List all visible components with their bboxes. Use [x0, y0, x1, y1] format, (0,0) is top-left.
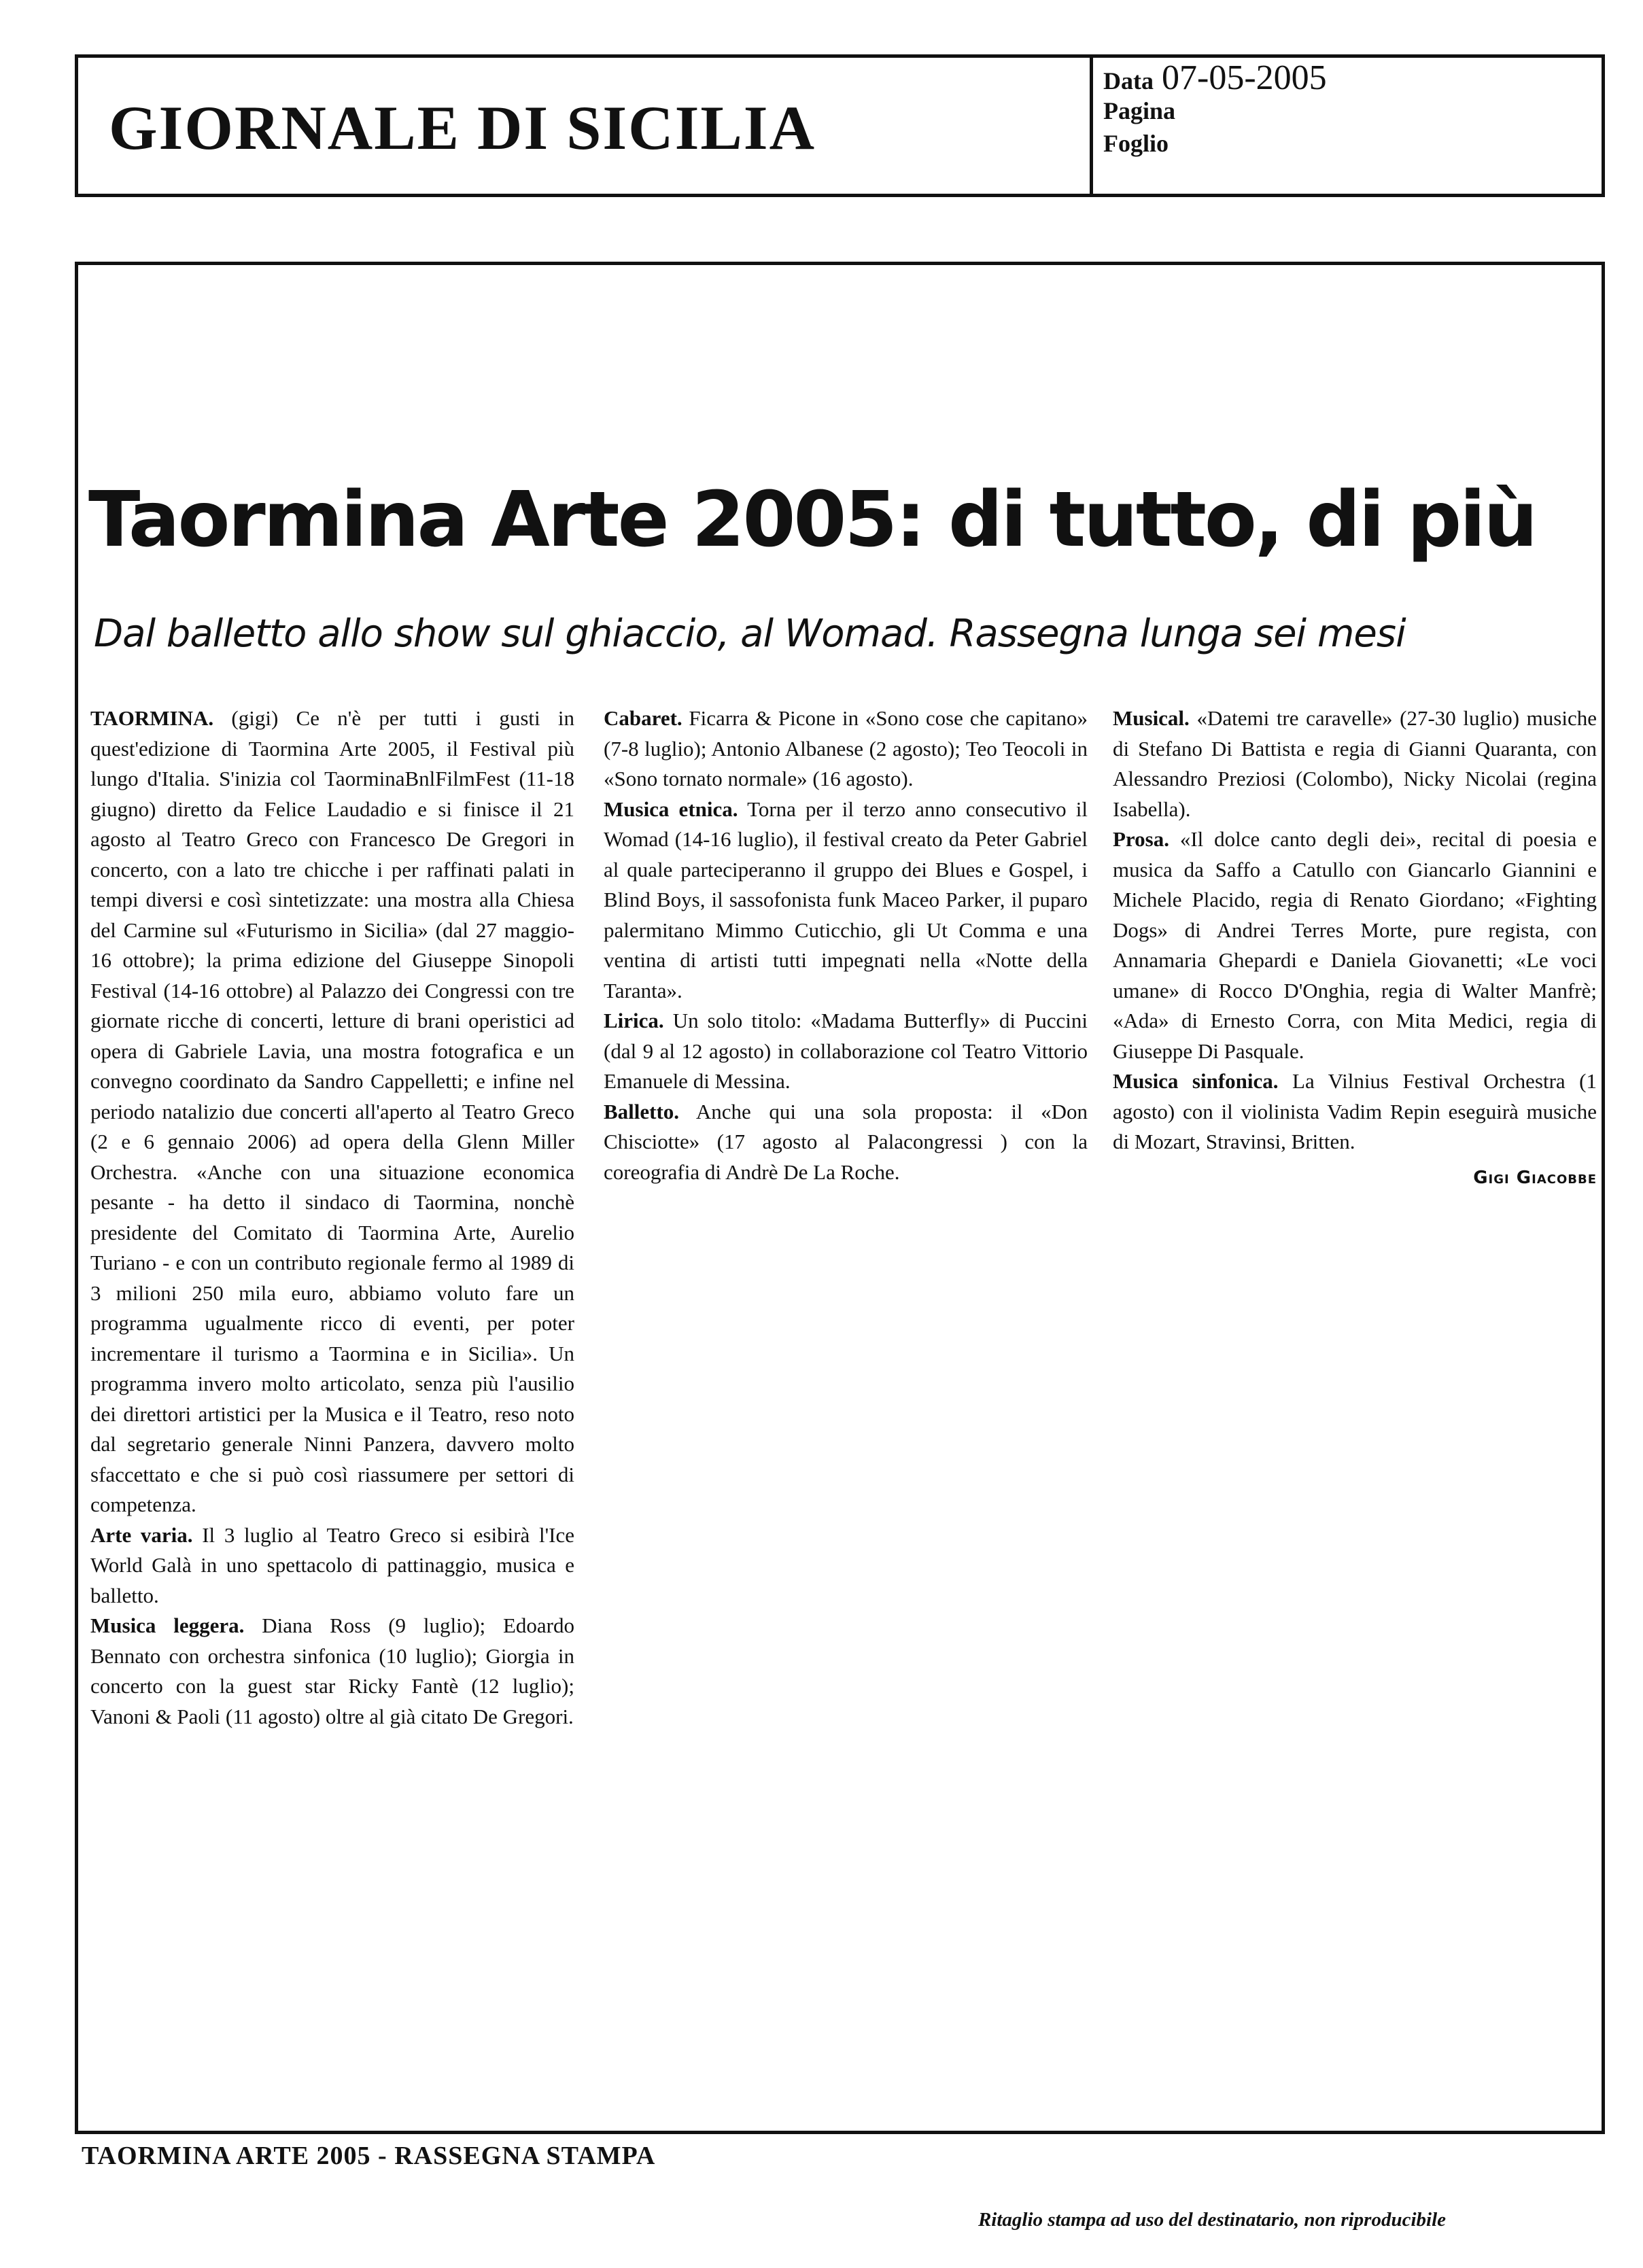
paragraph-text: La Vilnius Festival Orchestra (1 agosto) con il violinista Vadim Repin eseguirà musiche di Mozart, Stravinsi, Britten.: [1113, 1069, 1597, 1153]
paragraph-cabaret: [604, 703, 1088, 795]
paragraph-text: Diana Ross (9 luglio); Edoardo Bennato con orchestra sinfonica (10 luglio); Giorgia in concerto con la guest star Ricky Fantè (12 luglio); Vanoni & Paoli (11 agosto) oltre al già citato De Gregori.: [90, 1613, 574, 1728]
article-column-3: [1113, 703, 1597, 1193]
section-label: Musica leggera.: [90, 1613, 245, 1637]
paragraph-musica-leggera: [90, 1611, 574, 1732]
date-label: Data: [1103, 67, 1154, 94]
article-subheadline: Dal balletto allo show sul ghiaccio, al Womad. Rassegna lunga sei mesi: [94, 612, 1406, 656]
section-label: Musica etnica.: [604, 797, 738, 821]
paragraph-text: Il 3 luglio al Teatro Greco si esibirà l'Ice World Galà in uno spettacolo di pattinaggio, musica e balletto.: [90, 1522, 574, 1607]
section-label: Musica sinfonica.: [1113, 1069, 1279, 1093]
sheet-label: Foglio: [1103, 130, 1169, 157]
paragraph-musica-sinfonica: [1113, 1066, 1597, 1157]
paragraph-text: Un solo titolo: «Madama Butterfly» di Puccini (dal 9 al 12 agosto) in collaborazione col Teatro Vittorio Emanuele di Messina.: [604, 1009, 1088, 1093]
section-label: Musical.: [1113, 706, 1190, 730]
masthead-box: [75, 54, 1605, 197]
paragraph-text: «Il dolce canto degli dei», recital di poesia e musica da Saffo a Catullo con Giancarlo Giannini e Michele Placido, regia di Renato Giordano; «Fighting Dogs» di Andrei Terres Morte, pure regista, con Annamaria Ghepardi e Daniela Giovanetti; «Le voci umane» di Rocco D'Onghia, regia di Walter Manfrè; «Ada» di Ernesto Corra, con Mita Medici, regia di Giuseppe Di Pasquale.: [1113, 827, 1597, 1063]
paragraph-balletto: [604, 1097, 1088, 1188]
newspaper-name: GIORNALE DI SICILIA: [109, 93, 816, 162]
section-label: Prosa.: [1113, 827, 1169, 851]
paragraph-text: Anche qui una sola proposta: il «Don Chisciotte» (17 agosto al Palacongressi ) con la coreografia di Andrè De La Roche.: [604, 1099, 1088, 1184]
paragraph-text: «Datemi tre caravelle» (27-30 luglio) musiche di Stefano Di Battista e regia di Gianni Quaranta, con Alessandro Preziosi (Colombo), Nicky Nicolai (regina Isabella).: [1113, 706, 1597, 821]
page-label: Pagina: [1103, 97, 1176, 124]
article-headline: Taormina Arte 2005: di tutto, di più: [88, 476, 1536, 564]
paragraph-lirica: [604, 1006, 1088, 1097]
paragraph-intro: [90, 703, 574, 1520]
article-column-1: [90, 703, 574, 1732]
paragraph-text: Torna per il terzo anno consecutivo il Womad (14-16 luglio), il festival creato da Peter Gabriel al quale parteciperanno il gruppo dei Blues e Gospel, i Blind Boys, il sassofonista funk Maceo Parker, il puparo palermitano Mimmo Cuticchio, gli Ut Comma e una ventina di artisti tutti impegnati nella «Notte della Taranta».: [604, 797, 1088, 1002]
date-row: [1103, 58, 1327, 97]
dateline: TAORMINA.: [90, 706, 214, 730]
section-label: Arte varia.: [90, 1522, 193, 1547]
masthead-meta: [1103, 58, 1327, 160]
paragraph-musical: [1113, 703, 1597, 824]
author-byline: Gigi Giacobbe: [1473, 1167, 1597, 1188]
paragraph-musica-etnica: [604, 795, 1088, 1007]
paragraph-text: Ficarra & Picone in «Sono cose che capitano» (7-8 luglio); Antonio Albanese (2 agosto); Teo Teocoli in «Sono tornato normale» (16 agosto).: [604, 706, 1088, 790]
masthead-divider: [1090, 58, 1093, 194]
footer-copyright-note: Ritaglio stampa ad uso del destinatario, non riproducibile: [978, 2209, 1446, 2231]
section-label: Cabaret.: [604, 706, 682, 730]
paragraph-text: (gigi) Ce n'è per tutti i gusti in quest'edizione di Taormina Arte 2005, il Festival più lungo d'Italia. S'inizia col TaorminaBnlFilmFest (11-18 giugno) diretto da Felice Laudadio e si finisce il 21 agosto al Teatro Greco con Francesco De Gregori in concerto, con a lato tre chicche i per raffinati palati in tempi diversi e così sintetizzate: una mostra alla Chiesa del Carmine sul «Futurismo in Sicilia» (dal 27 maggio-16 ottobre); la prima edizione del Giuseppe Sinopoli Festival (14-16 ottobre) al Palazzo dei Congressi con tre giornate ricche di concerti, letture di brani operistici ad opera di Gabriele Lavia, una mostra fotografica e un convegno coordinato da Sandro Cappelletti; e infine nel periodo natalizio due concerti all'aperto al Teatro Greco (2 e 6 gennaio 2006) ad opera della Glenn Miller Orchestra. «Anche con una situazione economica pesante - ha detto il sindaco di Taormina, nonchè presidente del Comitato di Taormina Arte, Aurelio Turiano - e con un contributo regionale fermo al 1989 di 3 milioni 250 mila euro, abbiamo voluto fare un programma ugualmente ricco di eventi, per poter incrementare il turismo a Taormina e in Sicilia». Un programma invero molto articolato, senza più l'ausilio dei direttori artistici per la Musica e il Teatro, reso noto dal segretario generale Ninni Panzera, davvero molto sfaccettato e che si può così riassumere per settori di competenza.: [90, 706, 574, 1516]
sheet-row: [1103, 127, 1327, 160]
article-column-2: [604, 703, 1088, 1187]
paragraph-prosa: [1113, 824, 1597, 1066]
footer-press-review: TAORMINA ARTE 2005 - RASSEGNA STAMPA: [82, 2142, 656, 2170]
section-label: Balletto.: [604, 1099, 680, 1123]
page-row: [1103, 94, 1327, 127]
date-value: 07-05-2005: [1162, 58, 1327, 97]
section-label: Lirica.: [604, 1009, 664, 1032]
paragraph-arte-varia: [90, 1520, 574, 1611]
